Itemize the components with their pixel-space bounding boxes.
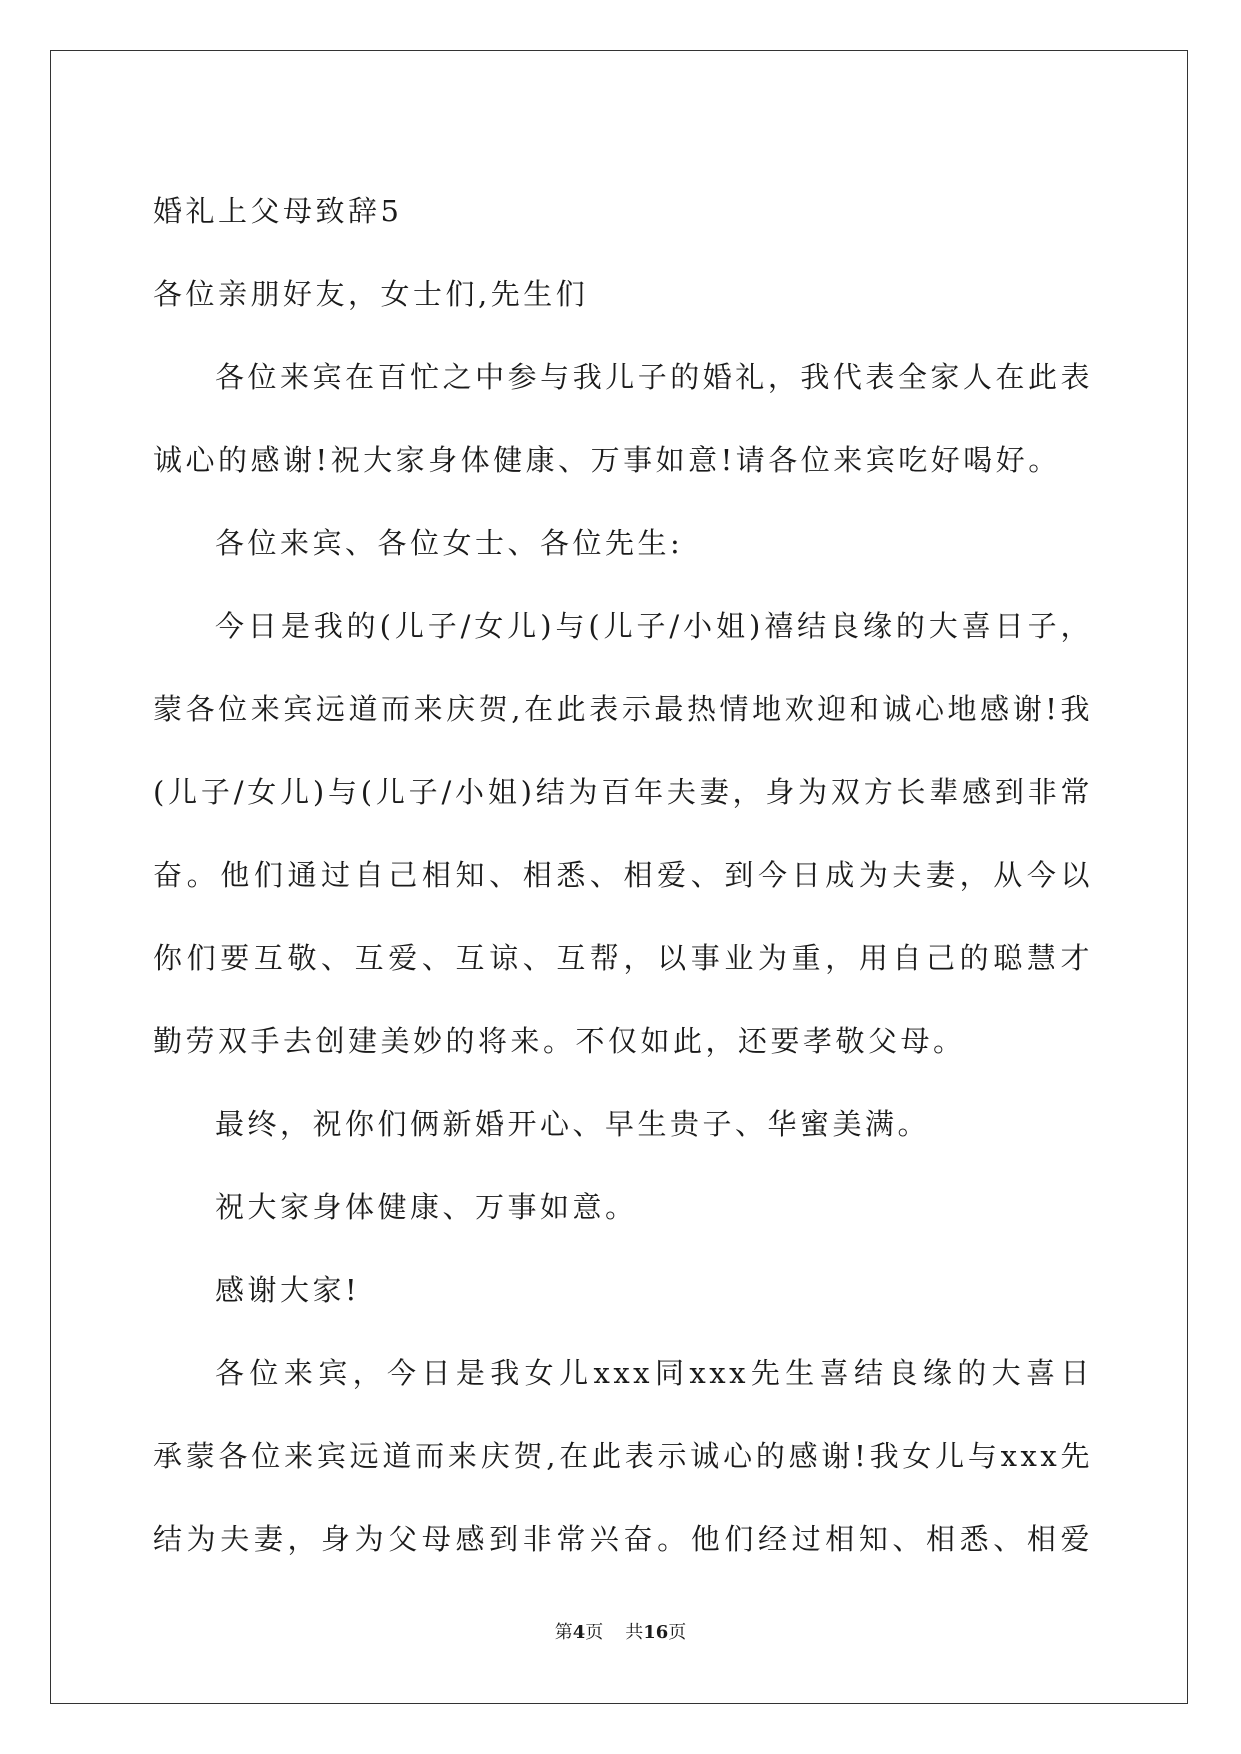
paragraph-line: 奋。他们通过自己相知、相悉、相爱、到今日成为夫妻，从今以 (153, 858, 1093, 892)
paragraph-line: (儿子/女儿)与(儿子/小姐)结为百年夫妻，身为双方长辈感到非常 (153, 775, 1093, 809)
page-unit: 页 (585, 1622, 604, 1643)
paragraph-line: 勤劳双手去创建美妙的将来。不仅如此，还要孝敬父母。 (153, 1024, 966, 1058)
paragraph-line: 感谢大家! (215, 1273, 361, 1307)
salutation: 各位亲朋好友，女士们,先生们 (153, 277, 589, 311)
paragraph-line: 承蒙各位来宾远道而来庆贺,在此表示诚心的感谢!我女儿与xxx先 (153, 1439, 1093, 1473)
paragraph-line: 今日是我的(儿子/女儿)与(儿子/小姐)禧结良缘的大喜日子， (215, 609, 1093, 643)
current-page-number: 4 (572, 1622, 586, 1643)
total-prefix: 共 (625, 1622, 644, 1643)
paragraph-line: 结为夫妻，身为父母感到非常兴奋。他们经过相知、相悉、相爱 (153, 1522, 1093, 1556)
total-unit: 页 (668, 1622, 687, 1643)
document-title: 婚礼上父母致辞5 (153, 194, 403, 228)
paragraph-line: 最终，祝你们俩新婚开心、早生贵子、华蜜美满。 (215, 1107, 931, 1141)
paragraph-line: 各位来宾，今日是我女儿xxx同xxx先生喜结良缘的大喜日 (215, 1356, 1093, 1390)
paragraph-line: 各位来宾在百忙之中参与我儿子的婚礼，我代表全家人在此表 (215, 360, 1093, 394)
document-body (153, 170, 1093, 1581)
paragraph-line: 蒙各位来宾远道而来庆贺,在此表示最热情地欢迎和诚心地感谢!我 (153, 692, 1093, 726)
total-pages-number: 16 (643, 1622, 669, 1643)
page-footer (0, 1621, 1241, 1645)
paragraph-line: 祝大家身体健康、万事如意。 (215, 1190, 638, 1224)
paragraph-line: 你们要互敬、互爱、互谅、互帮，以事业为重，用自己的聪慧才 (153, 941, 1093, 975)
paragraph-line: 诚心的感谢!祝大家身体健康、万事如意!请各位来宾吃好喝好。 (153, 443, 1061, 477)
paragraph-line: 各位来宾、各位女士、各位先生: (215, 526, 684, 560)
page-prefix: 第 (554, 1622, 573, 1643)
